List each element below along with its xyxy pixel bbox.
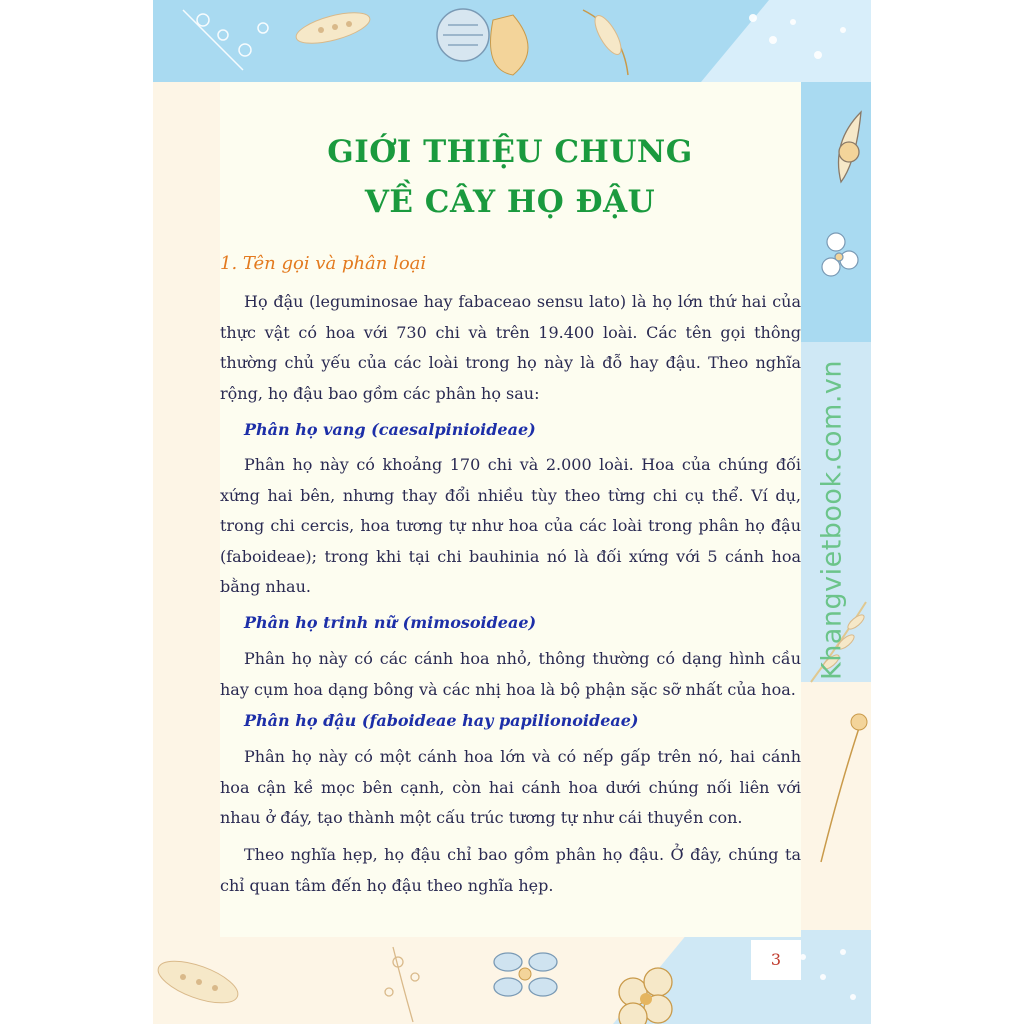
intro-paragraph: Họ đậu (leguminosae hay fabaceao sensu lato) là họ lớn thứ hai của thực vật có hoa với 730 chi và trên 19.400 loài. Các tên gọi thông thường chủ yếu của các loài trong họ này là đỗ hay đậu. Theo nghĩa rộng, họ đậu bao gồm các phân họ sau: [220,292,801,403]
watermark: Khangvietbook.com.vn [816,359,848,681]
section-heading: 1. Tên gọi và phân loại [220,253,427,274]
page-title-line1: GIỚI THIỆU CHUNG [327,134,693,170]
page-number: 3 [751,940,801,980]
subfamily-heading-faboideae: Phân họ đậu (faboideae hay papilionoideae) [244,711,639,730]
subfamily-heading-caesalpinioideae: Phân họ vang (caesalpinioideae) [244,420,536,439]
page-title-line2: VỀ CÂY HỌ ĐẬU [364,184,656,220]
subfamily-text-faboideae: Phân họ này có một cánh hoa lớn và có nếp gấp trên nó, hai cánh hoa cận kề mọc bên cạnh, còn hai cánh hoa dưới chúng nối liên với nhau ở đáy, tạo thành một cấu trúc tương tự như cái thuyền con. [220,747,801,827]
subfamily-heading-mimosoideae: Phân họ trinh nữ (mimosoideae) [244,613,537,632]
closing-paragraph: Theo nghĩa hẹp, họ đậu chỉ bao gồm phân họ đậu. Ở đây, chúng ta chỉ quan tâm đến họ đậu theo nghĩa hẹp. [220,845,801,895]
flower-illustration-top [153,0,871,82]
subfamily-text-mimosoideae: Phân họ này có các cánh hoa nhỏ, thông thường có dạng hình cầu hay cụm hoa dạng bông và các nhị hoa là bộ phận sặc sỡ nhất của hoa. [220,649,801,699]
subfamily-text-caesalpinioideae: Phân họ này có khoảng 170 chi và 2.000 loài. Hoa của chúng đối xứng hai bên, nhưng thay đổi nhiều tùy theo từng chi cụ thể. Ví dụ, trong chi cercis, hoa tương tự như hoa của các loài trong phân họ đậu (faboideae); trong khi tại chi bauhinia nó là đối xứng với 5 cánh hoa bằng nhau. [220,455,801,596]
